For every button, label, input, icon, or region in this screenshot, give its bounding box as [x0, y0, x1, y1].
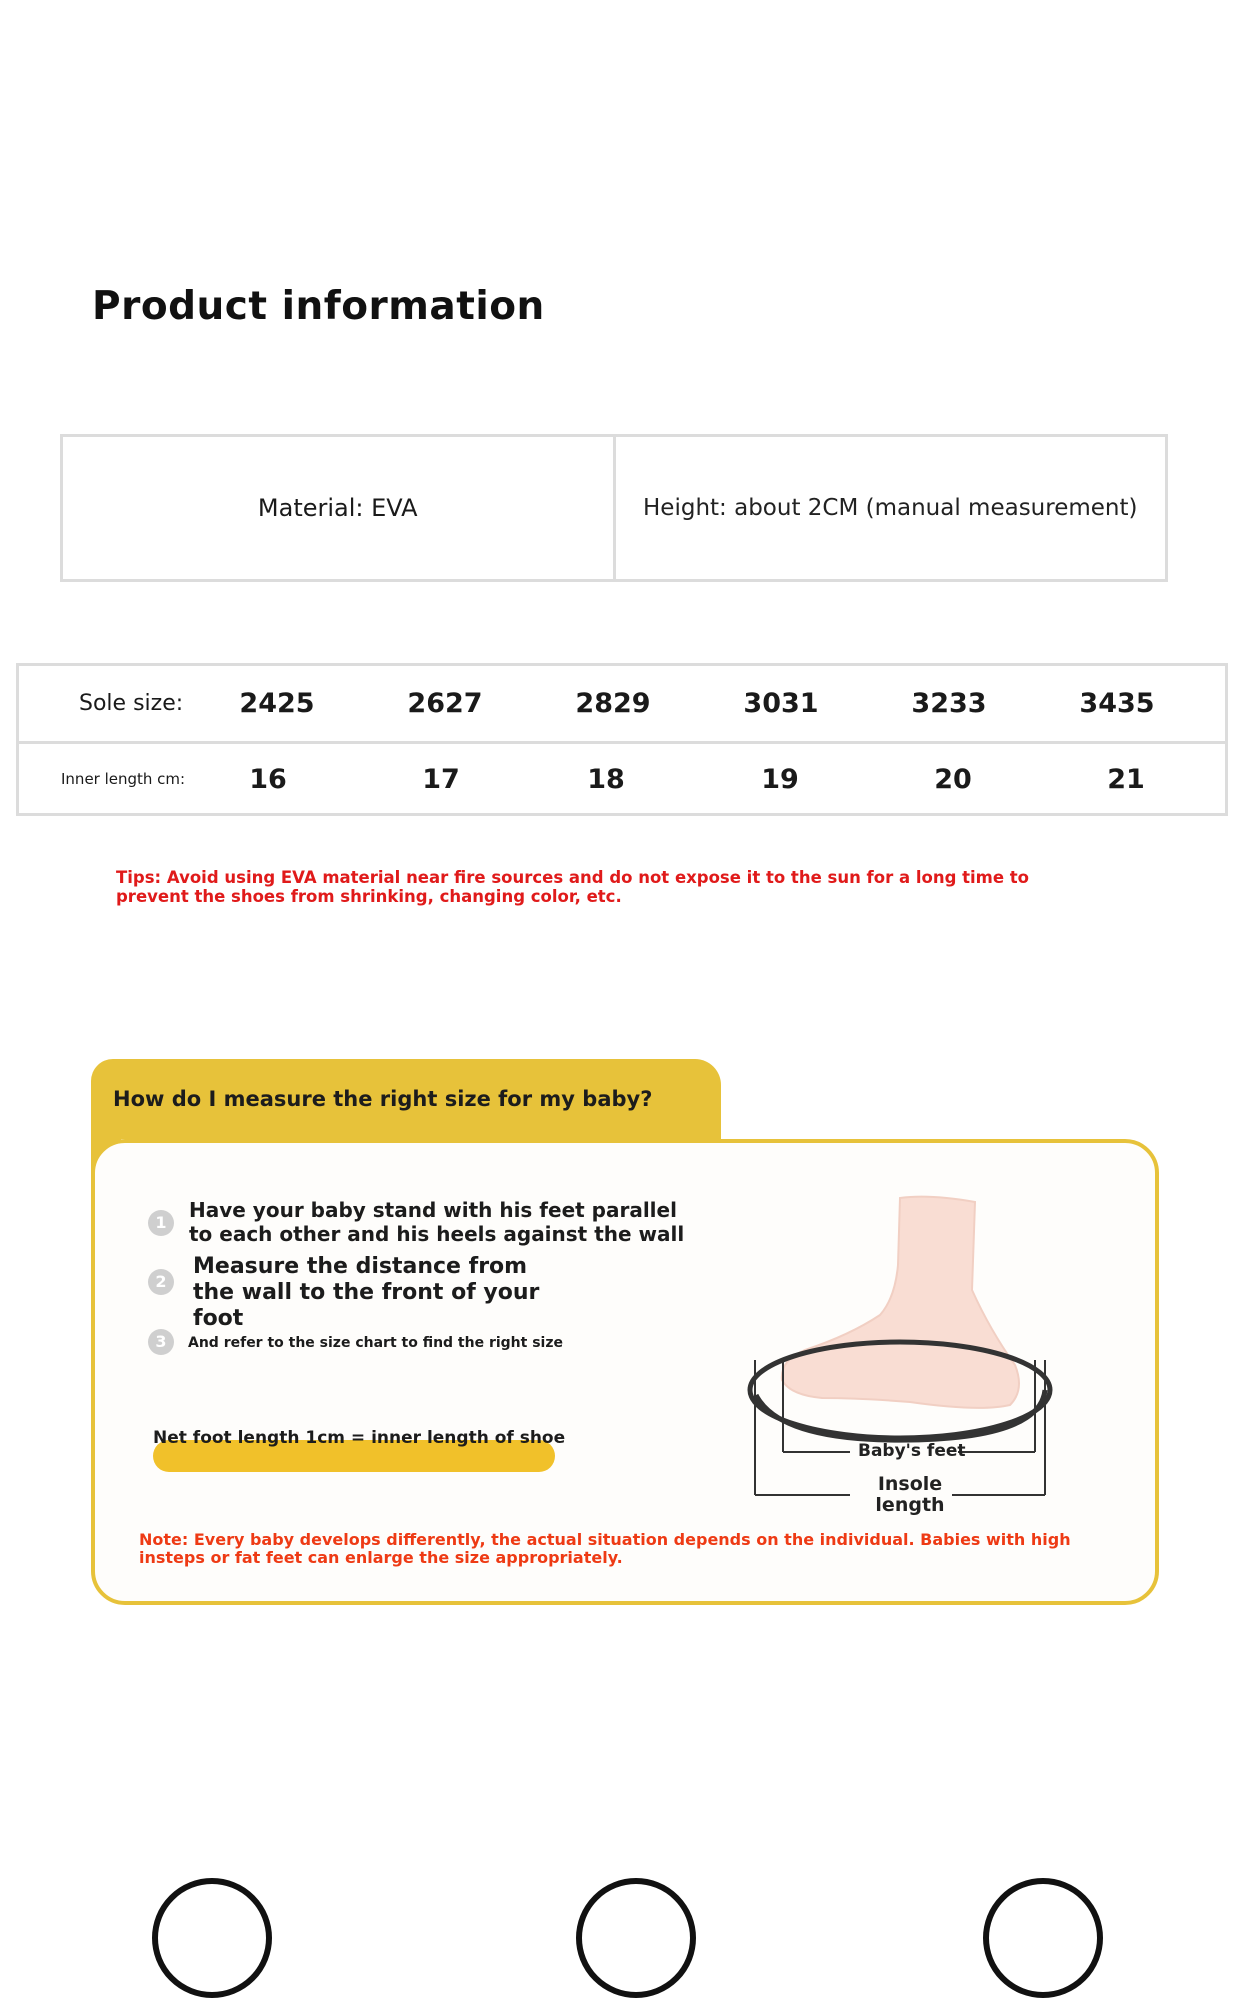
ring-icon [576, 1878, 696, 1998]
inner-length-cell: 17 [422, 764, 460, 795]
sole-size-cell: 2829 [575, 688, 651, 719]
inner-length-cell: 18 [587, 764, 625, 795]
inner-length-cell: 20 [934, 764, 972, 795]
inner-length-cell: 19 [761, 764, 799, 795]
sole-size-label: Sole size: [79, 691, 184, 716]
step-1-number: 1 [148, 1210, 174, 1236]
sole-size-cell: 3031 [743, 688, 819, 719]
product-info-box [60, 434, 1168, 582]
sole-size-cell: 3233 [911, 688, 987, 719]
measure-question: How do I measure the right size for my baby? [113, 1087, 653, 1111]
step-3-text: And refer to the size chart to find the right size [188, 1335, 563, 1351]
babys-feet-label: Baby's feet [858, 1441, 966, 1461]
sole-size-cell: 2627 [407, 688, 483, 719]
ring-icon [983, 1878, 1103, 1998]
sole-size-cell: 3435 [1079, 688, 1155, 719]
size-table [16, 663, 1228, 816]
height-cell: Height: about 2CM (manual measurement) [613, 437, 1166, 579]
inner-length-cell: 16 [249, 764, 287, 795]
inner-length-cell: 21 [1107, 764, 1145, 795]
sole-size-row [19, 666, 1225, 744]
care-tips: Tips: Avoid using EVA material near fire sources and do not expose it to the sun for a long time to prevent the shoes from shrinking, changing color, etc. [116, 868, 1030, 906]
ring-icon [152, 1878, 272, 1998]
step-2-text: Measure the distance from the wall to the front of your foot [193, 1254, 540, 1331]
material-cell: Material: EVA [257, 494, 418, 522]
sizing-note: Note: Every baby develops differently, the actual situation depends on the individual. Babies with high insteps or fat feet can enlarge the size appropriately. [139, 1530, 1071, 1567]
baby-foot-shape [782, 1197, 1019, 1408]
page-title: Product information [92, 284, 545, 329]
step-2-number: 2 [148, 1269, 174, 1295]
sole-size-cell: 2425 [239, 688, 315, 719]
step-1-text: Have your baby stand with his feet parallel to each other and his heels against the wall [189, 1198, 685, 1246]
inner-length-label: Inner length cm: [61, 770, 186, 788]
insole-length-label: Insole length [875, 1473, 945, 1516]
inner-length-row [19, 742, 1225, 817]
step-3-number: 3 [148, 1329, 174, 1355]
foot-length-rule: Net foot length 1cm = inner length of shoe [153, 1428, 566, 1448]
